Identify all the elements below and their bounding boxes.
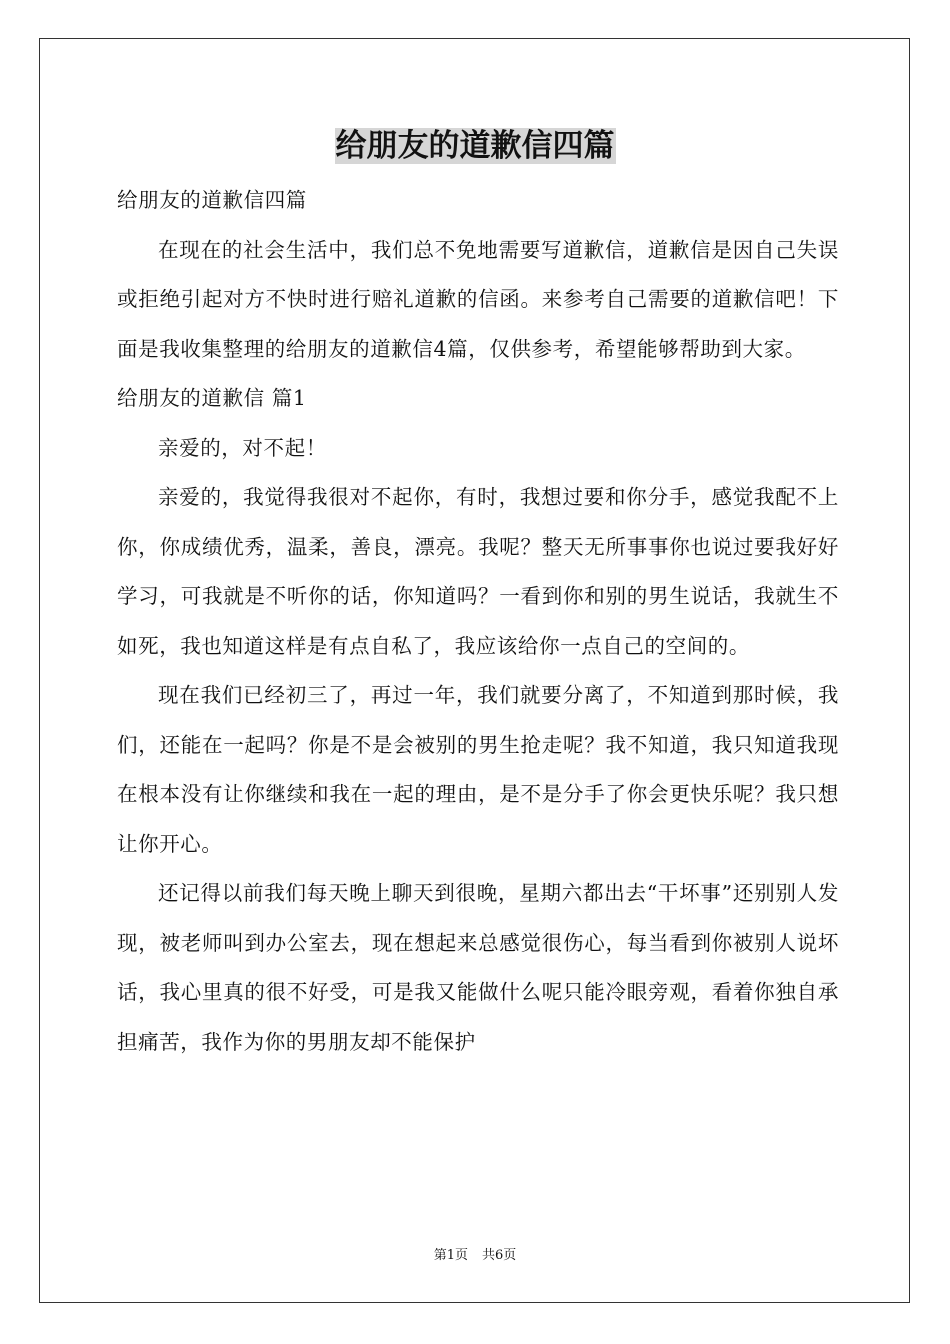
paragraph: 给朋友的道歉信四篇 (117, 188, 307, 212)
paragraph: 现在我们已经初三了，再过一年，我们就要分离了，不知道到那时候，我们，还能在一起吗？你是不是会被别的男生抢走呢？我不知道，我只知道我现在根本没有让你继续和我在一起的理由，是不是分手了你会更快乐呢？我只想让你开心。 (117, 683, 839, 856)
section-heading: 给朋友的道歉信 篇1 (117, 386, 307, 410)
paragraph: 亲爱的，对不起！ (158, 435, 327, 460)
paragraph: 在现在的社会生活中，我们总不免地需要写道歉信，道歉信是因自己失误或拒绝引起对方不快时进行赔礼道歉的信函。来参考自己需要的道歉信吧！下面是我收集整理的给朋友的道歉信4篇，仅供参考，希望能够帮助到大家。 (117, 237, 839, 361)
page-number: 第1页 (433, 1248, 468, 1263)
paragraph: 还记得以前我们每天晚上聊天到很晚，星期六都出去“干坏事”还别别人发现，被老师叫到办公室去，现在想起来总感觉很伤心，每当看到你被别人说坏话，我心里真的很不好受，可是我又能做什么呢只能冷眼旁观，看着你独自承担痛苦，我作为你的男朋友却不能保护 (117, 881, 839, 1054)
page-total: 共6页 (482, 1248, 517, 1263)
paragraph: 亲爱的，我觉得我很对不起你，有时，我想过要和你分手，感觉我配不上你，你成绩优秀，温柔，善良，漂亮。我呢？整天无所事事你也说过要我好好学习，可我就是不听你的话，你知道吗？一看到你和别的男生说话，我就生不如死，我也知道这样是有点自私了，我应该给你一点自己的空间的。 (117, 485, 839, 658)
document-title-text: 给朋友的道歉信四篇 (335, 128, 615, 164)
document-title (0, 124, 950, 168)
document-body (117, 176, 839, 1067)
page-footer (0, 1246, 950, 1266)
